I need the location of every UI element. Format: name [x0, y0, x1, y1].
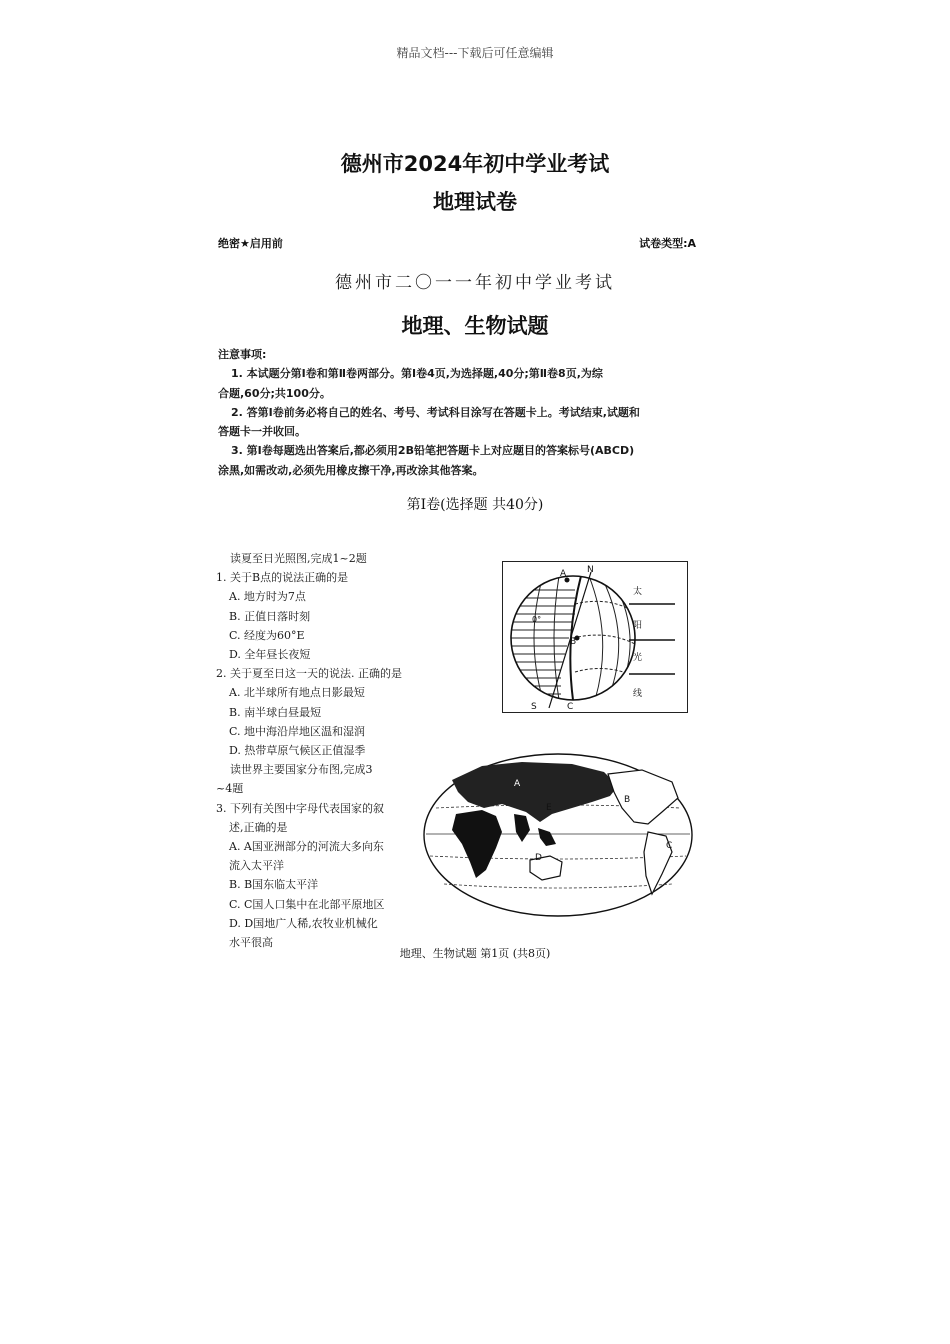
- question-stem: 3. 下列有关图中字母代表国家的叙: [216, 801, 384, 815]
- question-option: C. 经度为60°E: [229, 628, 305, 642]
- exam-title: 地理、生物试题: [401, 314, 549, 338]
- page-footer: 地理、生物试题 第1页 (共8页): [399, 947, 551, 960]
- globe-point-label: A: [560, 569, 567, 579]
- question-option: B. B国东临太平洋: [229, 878, 319, 892]
- paper-type-label: 试卷类型:A: [639, 237, 696, 250]
- document-subtitle: 地理试卷: [433, 190, 517, 214]
- sunlight-label-char: 阳: [633, 621, 643, 631]
- question-lead: ~4题: [216, 782, 244, 796]
- sunlight-label-char: 光: [633, 653, 643, 663]
- question-stem: 述,正确的是: [229, 820, 288, 834]
- question-option: B. 南半球白昼最短: [229, 705, 322, 719]
- question-option: B. 正值日落时刻: [229, 609, 311, 623]
- sunlight-label-char: 太: [633, 587, 643, 597]
- solstice-globe-figure: [502, 561, 688, 713]
- questions-column: [216, 549, 416, 952]
- globe-point-label: S: [531, 702, 537, 712]
- country-label: D: [535, 853, 542, 863]
- country-label: E: [546, 803, 552, 813]
- notes-line: 1. 本试题分第Ⅰ卷和第Ⅱ卷两部分。第Ⅰ卷4页,为选择题,40分;第Ⅱ卷8页,为综: [231, 367, 603, 381]
- question-lead: 读世界主要国家分布图,完成3: [230, 763, 373, 777]
- question-lead: 读夏至日光照图,完成1~2题: [230, 552, 367, 565]
- question-option: D. 热带草原气候区正值湿季: [229, 744, 366, 758]
- question-option: D. D国地广人稀,农牧业机械化: [229, 916, 378, 930]
- night-hemisphere: [503, 576, 635, 700]
- confidential-label: 绝密★启用前: [218, 237, 283, 250]
- header-note: 精品文档---下载后可任意编辑: [396, 46, 554, 60]
- question-option: A. 北半球所有地点日影最短: [229, 686, 365, 700]
- notes-heading: 注意事项:: [218, 348, 267, 361]
- country-label: A: [514, 779, 521, 789]
- globe-illustration: [503, 562, 687, 712]
- country-label: B: [624, 795, 631, 805]
- globe-point-label: 0°: [532, 615, 542, 624]
- notes-line: 2. 答第Ⅰ卷前务必将自己的姓名、考号、考试科目涂写在答题卡上。考试结束,试题和: [231, 405, 640, 419]
- question-stem: 2. 关于夏至日这一天的说法. 正确的是: [216, 667, 402, 681]
- question-option: C. C国人口集中在北部平原地区: [229, 897, 385, 911]
- question-option: D. 全年昼长夜短: [229, 648, 311, 662]
- question-option: C. 地中海沿岸地区温和湿润: [229, 724, 366, 738]
- world-map-illustration: [422, 752, 694, 918]
- globe-point-label: C: [567, 702, 574, 712]
- question-option: A. A国亚洲部分的河流大多向东: [229, 840, 384, 854]
- question-option: 流入太平洋: [229, 859, 284, 873]
- world-countries-map: [422, 752, 694, 918]
- notes-line: 合题,60分;共100分。: [218, 386, 331, 400]
- notes-line: 3. 第Ⅰ卷每题选出答案后,都必须用2B铅笔把答题卡上对应题目的答案标号(ABCD): [231, 444, 635, 458]
- sun-ray-lines: [629, 604, 675, 674]
- globe-point-label: B: [570, 637, 577, 647]
- question-stem: 1. 关于B点的说法正确的是: [216, 571, 349, 585]
- globe-point-label: N: [587, 565, 594, 575]
- exam-subtitle: 德州市二〇一一年初中学业考试: [335, 273, 615, 293]
- question-option: 水平很高: [229, 936, 273, 950]
- notes-section: [218, 345, 698, 480]
- notes-line: 答题卡一并收回。: [218, 425, 306, 439]
- notes-line: 涂黑,如需改动,必须先用橡皮擦干净,再改涂其他答案。: [218, 463, 484, 477]
- question-option: A. 地方时为7点: [229, 590, 306, 604]
- sunlight-label-char: 线: [633, 689, 643, 699]
- document-title: 德州市2024年初中学业考试: [340, 152, 610, 176]
- part-heading: 第Ⅰ卷(选择题 共40分): [406, 497, 544, 513]
- country-label: C: [666, 841, 673, 851]
